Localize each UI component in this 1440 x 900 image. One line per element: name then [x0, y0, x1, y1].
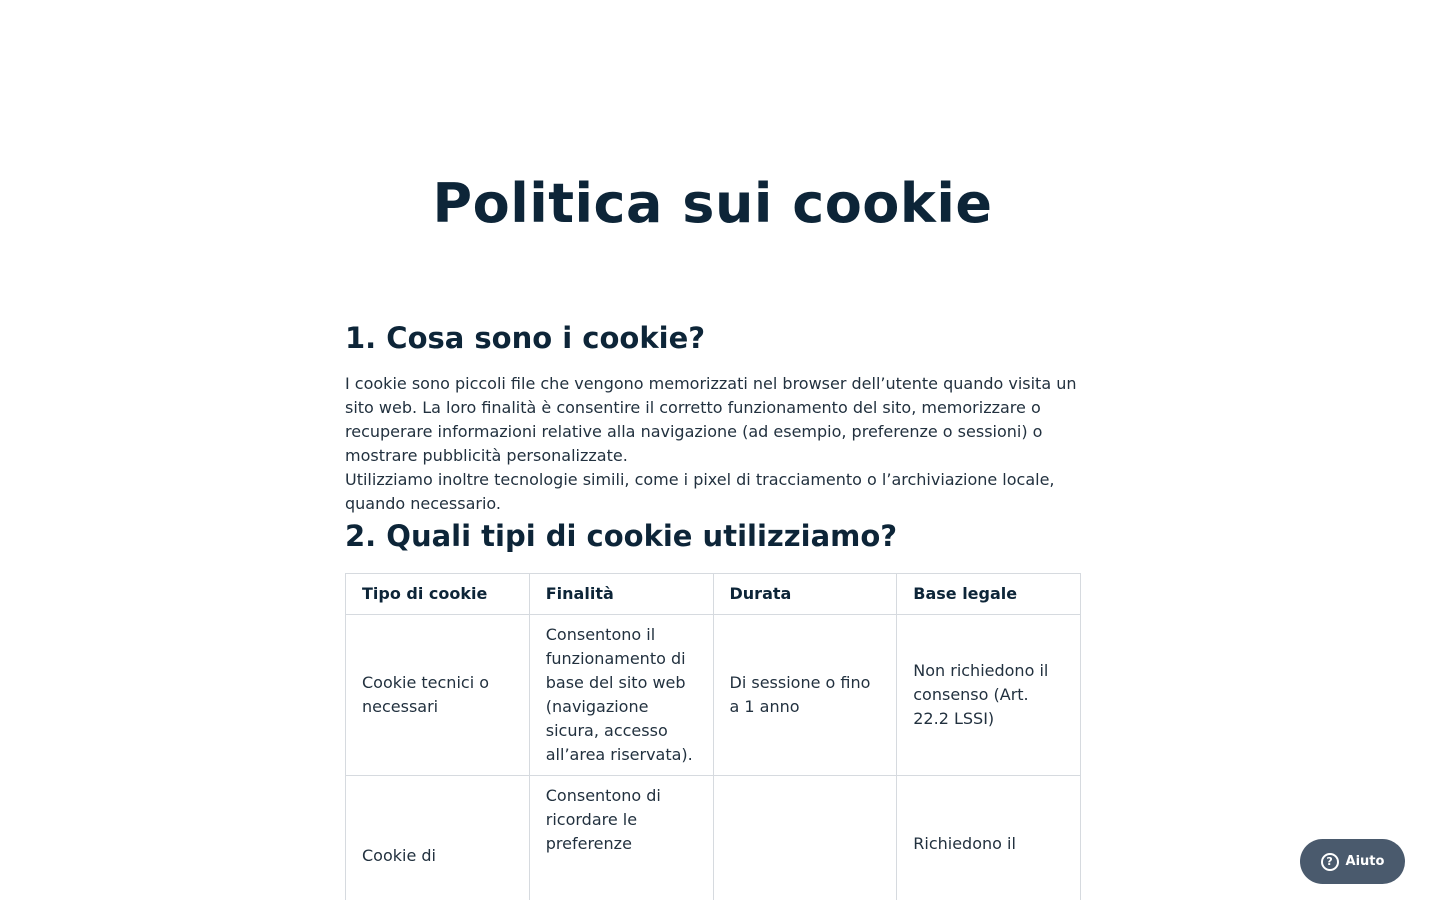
help-button-label: Aiuto	[1345, 854, 1385, 869]
section-paragraph	[345, 372, 1081, 516]
paragraph-text: Utilizziamo inoltre tecnologie simili, come i pixel di tracciamento o l’archiviazione locale, quando necessario.	[345, 470, 1055, 513]
column-header-purpose: Finalità	[529, 574, 713, 615]
table-cell	[713, 776, 897, 900]
paragraph-text: I cookie sono piccoli file che vengono memorizzati nel browser dell’utente quando visita un sito web. La loro finalità è consentire il corretto funzionamento del sito, memorizzare o recuperare informazioni relative alla navigazione (ad esempio, preferenze o sessioni) o mostrare pubblicità personalizzate.	[345, 374, 1077, 465]
table-header-row	[346, 574, 1081, 615]
column-header-legal-basis: Base legale	[897, 574, 1081, 615]
table-cell: Non richiedono il consenso (Art. 22.2 LSSI)	[897, 615, 1081, 776]
page-title: Politica sui cookie	[432, 172, 993, 235]
section-heading-cookie-types: 2. Quali tipi di cookie utilizziamo?	[345, 519, 898, 553]
table-cell: Richiedono il	[897, 776, 1081, 900]
policy-content	[345, 318, 1081, 900]
column-header-duration: Durata	[713, 574, 897, 615]
help-button[interactable]	[1300, 839, 1405, 884]
table-cell: Cookie di	[346, 776, 530, 900]
table-cell: Cookie tecnici o necessari	[346, 615, 530, 776]
cookie-types-table	[345, 573, 1081, 900]
column-header-type: Tipo di cookie	[346, 574, 530, 615]
section-heading-what-are-cookies: 1. Cosa sono i cookie?	[345, 321, 706, 355]
table-row	[346, 776, 1081, 900]
table-cell: Consentono di ricordare le preferenze	[529, 776, 713, 900]
table-row	[346, 615, 1081, 776]
question-circle-icon: ?	[1321, 853, 1339, 871]
table-cell: Di sessione o fino a 1 anno	[713, 615, 897, 776]
table-cell: Consentono il funzionamento di base del sito web (navigazione sicura, accesso all’area riservata).	[529, 615, 713, 776]
